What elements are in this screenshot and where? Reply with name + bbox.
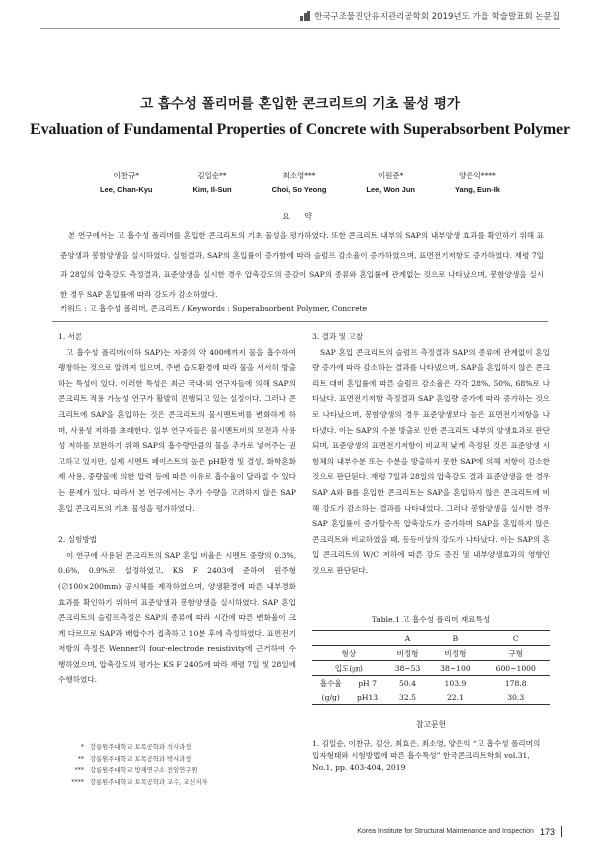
keywords: 키워드 : 고 흡수성 폴리머, 콘크리트 / Keywords : Superabsorbent Polymer, Concrete [60, 304, 368, 313]
page-footer [357, 826, 562, 837]
table-cell: 178.8 [504, 678, 527, 688]
references-heading: 참고문헌 [415, 720, 447, 729]
table-col-header: B [429, 631, 481, 646]
table-cell: 600~1000 [481, 661, 550, 676]
table-row-label: 입도(㎛) [312, 661, 386, 676]
author-list [100, 170, 500, 194]
section-text: 이 연구에 사용된 콘크리트의 SAP 혼입 비율은 시멘트 중량의 0.3%, 0.6%, 0.9%로 설정하였고, KS F 2403에 준하여 원주형(∅100×200mm) 공시체를 제작하였으며, 양생환경에 따른 내부경화 효과를 확인하기 위하여 표준양생과 봉함양생을 실시하였다. SAP 혼입 콘크리트의 슬럼프측정은 SAP의 종류에 따라 시간에 따른 변화율이 크게 다르므로 SAP과 배합수가 접촉하고 10분 후에 측정하였다. 표면전기저항의 측정은 Wenner의 four-electrode resistivity에 근거하여 수행하였으며, 압축강도의 평가는 KS F 2405에 따라 재령 7일 및 28일에 수행하였다. [58, 550, 296, 685]
author [272, 170, 327, 194]
author-name-en: Kim, Il-Sun [192, 185, 232, 194]
footnote-mark: * [80, 744, 84, 751]
title-korean: 고 흡수성 폴리머를 혼입한 콘크리트의 기초 물성 평가 [140, 96, 460, 112]
table-cell: 50.4 [399, 678, 416, 688]
table-cell: 103.9 [444, 678, 467, 688]
author-name-en: Lee, Won Jun [366, 185, 415, 194]
author-name-ko: 최소영*** [282, 171, 316, 180]
abstract-divider [52, 321, 548, 322]
table-row [312, 690, 550, 705]
table-row-label: 흡수율 [319, 678, 342, 688]
table-row-label: 형상 [312, 646, 386, 661]
running-header [300, 10, 560, 22]
author [455, 170, 500, 194]
author [192, 170, 231, 194]
section-text: SAP 혼입 콘크리트의 슬럼프 측정결과 SAP의 종류에 관계없이 혼입량 증가에 따라 감소하는 결과를 나타냈으며, SAP을 혼입하지 않은 콘크리트 대비 혼입률에 따른 슬럼프 감소율은 각각 28%, 50%, 68%로 나타났다. 표면전기저항 측정결과 SAP 혼입량 증가에 따라 증가하는 것으로 나타났으며, 봉함양생의 경우 표준양생보다 높은 표면전기저항을 나타냈다. 이는 SAP의 수분 방출로 인한 콘크리트 내부의 양생효과로 판단되며, 표준양생의 표면전기저항이 비교적 낮게 측정된 것은 표준양생 시험체의 내부수분 또는 수분을 방출하지 못한 SAP에 의해 저항이 감소한 것으로 판단된다. 재령 7일과 28일의 압축강도 결과 표준양생을 한 경우 SAP A와 B를 혼입한 콘크리트는 SAP을 혼입하지 않은 콘크리트에 비해 강도가 감소하는 결과를 나타내었다. 그러나 봉함양생을 실시한 경우 SAP 혼입률이 증가할수록 압축강도가 증가하며 SAP을 혼입하지 않은 콘크리트와 비교하였을 때, 동등이상의 강도가 나타났다. 이는 SAP의 혼입 콘크리트의 W/C 저하에 따른 강도 증진 및 내부양생효과의 영향인 것으로 판단된다. [312, 347, 550, 575]
footnotes [62, 742, 282, 788]
footer-bar [561, 826, 562, 837]
author-name-ko: 이찬규* [113, 171, 139, 180]
author-name-ko: 양은익**** [459, 171, 496, 180]
table-row [312, 646, 550, 661]
footnote [62, 754, 282, 766]
section-title: 2. 실험방법 [58, 535, 98, 545]
running-header-text: 한국구조물진단유지관리공학회 2019년도 가을 학술발표회 논문집 [314, 12, 560, 22]
footnote [62, 765, 282, 777]
table-row [312, 676, 550, 691]
footnote-text: 강릉원주대학교 토목공학과 석사과정 [90, 744, 192, 751]
author-name-en: Yang, Eun-Ik [454, 185, 500, 194]
table-cell: 38~53 [386, 661, 430, 676]
footnote-text: 강릉원주대학교 방재연구소 전임연구원 [90, 767, 198, 775]
table-row [312, 661, 550, 676]
footnote-mark: ** [77, 755, 84, 763]
table-row-label: (g/g) [312, 690, 350, 705]
table-cell: 30.3 [481, 690, 550, 705]
table-cell: 32.5 [386, 690, 430, 705]
table-cell: 22.1 [429, 690, 481, 705]
abstract-heading: 요 약 [282, 212, 318, 221]
footnote-text: 강릉원주대학교 토목공학과 교수, 교신저자 [90, 778, 208, 786]
abstract-text: 본 연구에서는 고 흡수성 폴리머를 혼입한 콘크리트의 기초 물성을 평가하였다. 또한 콘크리트 내부의 SAP의 내부양생 효과를 확인하기 위해 표준양생과 봉함양생을 실시하였다. 실험결과, SAP의 혼입률이 증가함에 따라 슬럼프 감소율이 증가하였으며, 표면전기저항도 증가하였다. 재령 7일과 28일의 압축강도 측정결과, 표준양생을 실시한 경우 압축강도의 증감이 SAP의 종류와 혼입률에 관계없는 것으로 나타났으며, 봉함양생을 실시한 경우 SAP 혼입률에 따라 강도가 감소하였다. [60, 231, 544, 299]
title-english: Evaluation of Fundamental Properties of Concrete with Superabsorbent Polymer [30, 121, 570, 138]
footer-text: Korea Institute for Structural Maintenance and Inspection [357, 828, 534, 835]
table-cell: 구형 [481, 646, 550, 661]
bar-logo-icon [300, 11, 310, 21]
table-header-row [312, 631, 550, 646]
left-column [58, 329, 296, 688]
author-name-en: Lee, Chan-Kyu [100, 185, 153, 194]
table-row-sublabel: pH13 [350, 690, 386, 705]
header-divider [40, 28, 560, 29]
table-cell: 38~100 [429, 661, 481, 676]
table-cell: 비정형 [429, 646, 481, 661]
table-caption: Table.1 고 흡수성 폴리머 재료특성 [371, 615, 491, 624]
section-title: 1. 서론 [58, 332, 83, 341]
table-col-header: A [386, 631, 430, 646]
footnote-mark: *** [74, 767, 84, 775]
footnote [62, 777, 282, 789]
footnote [62, 742, 282, 754]
page-number: 173 [539, 826, 555, 837]
author-name-ko: 김일순** [197, 171, 227, 180]
author-name-ko: 이원준* [377, 171, 404, 180]
reference-item: 1. 김일순, 이찬규, 김산, 최효은, 최소영, 양은익 “고 흡수성 폴리머의 입자형태와 시험방법에 따른 흡수특성” 한국콘크리트학회 vol.31, No.1, pp. 403-404, 2019 [312, 739, 541, 772]
author [366, 170, 415, 194]
section-title: 3. 결과 및 고찰 [312, 332, 364, 341]
table-cell: 비정형 [386, 646, 430, 661]
section-text: 고 흡수성 폴리머(이하 SAP)는 자중의 약 400배까지 물을 흡수하여 팽창하는 것으로 알려져 있으며, 주변 습도환경에 따라 물을 서서히 방출하는 특성이 있다. 이러한 특성은 최근 국내·외 연구자들에 의해 SAP의 콘크리트 적용 가능성 연구가 활발히 진행되고 있는 실정이다. 그러나 콘크리트에 SAP을 혼입하는 것은 콘크리트의 물시멘트비를 변화하게 하며, 사용성 저하를 초래한다. 일부 연구자들은 물시멘트비의 보전과 사용성 저하를 보완하기 위해 SAP의 흡수량만큼의 물을 추가로 넣어주는 권고하고 있지만, 실제 시멘트 페이스트의 높은 pH환경 및 결성, 화학혼화제 사용, 중량물에 의한 압력 등에 따른 이유로 흡수율이 달라질 수 있다는 문제가 있다. 따라서 본 연구에서는 추가 수량을 고려하지 않은 SAP 혼입 콘크리트의 기초 물성을 평가하였다. [58, 347, 296, 513]
author-name-en: Choi, So Yeong [271, 185, 327, 194]
material-properties-table [312, 630, 550, 705]
table-row-sublabel: pH 7 [358, 678, 377, 688]
footnote-text: 강릉원주대학교 토목공학과 박사과정 [90, 755, 192, 763]
table-col-header: C [481, 631, 550, 646]
right-column [312, 329, 550, 579]
footnote-mark: **** [71, 778, 84, 786]
author [100, 170, 153, 194]
